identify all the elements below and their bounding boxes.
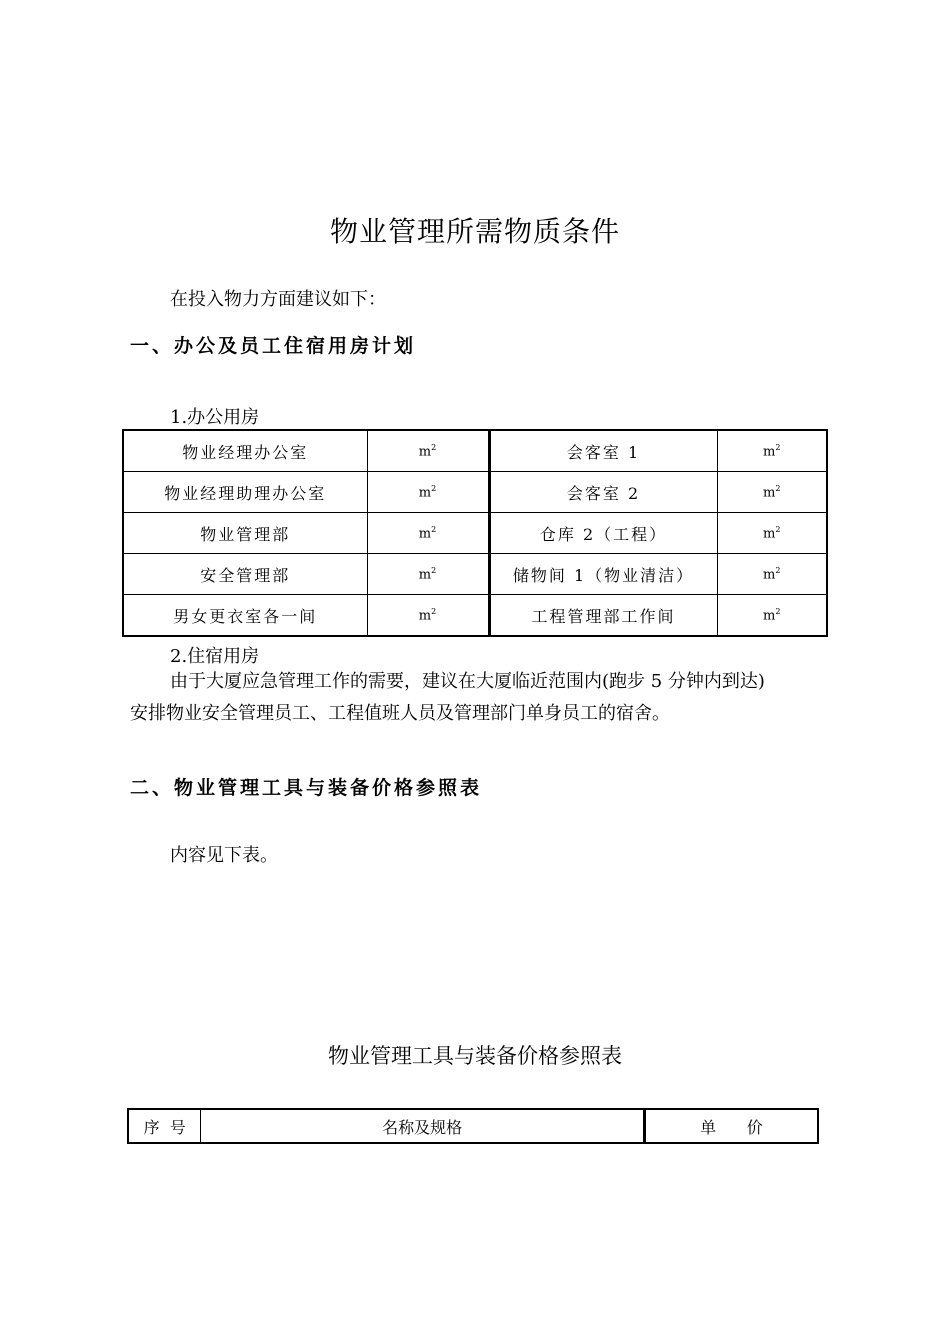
table-row — [123, 554, 827, 595]
room-name: 会客室 2 — [489, 472, 717, 513]
section2-heading: 二、物业管理工具与装备价格参照表 — [130, 777, 483, 799]
area-unit — [367, 472, 489, 513]
dorm-text-line1: 由于大厦应急管理工作的需要，建议在大厦临近范围内(跑步 5 分钟内到达) — [170, 671, 765, 692]
unit-base: m — [763, 608, 776, 624]
price-table-header-row — [128, 1109, 818, 1143]
area-unit — [717, 513, 827, 554]
unit-base: m — [418, 526, 432, 542]
unit-base: m — [418, 444, 432, 460]
room-name: 储物间 1（物业清洁） — [489, 554, 717, 595]
table-row — [123, 513, 827, 554]
unit-base: m — [418, 567, 432, 583]
unit-exponent: 2 — [775, 606, 781, 616]
area-unit — [367, 430, 489, 472]
price-table-title: 物业管理工具与装备价格参照表 — [328, 1044, 622, 1068]
column-header-price: 单 价 — [644, 1109, 818, 1143]
room-name: 物业经理办公室 — [123, 430, 367, 472]
room-name: 会客室 1 — [489, 430, 717, 472]
area-unit — [717, 595, 827, 637]
dorm-label: 2.住宿用房 — [170, 646, 260, 667]
price-table — [127, 1108, 819, 1144]
unit-base: m — [763, 444, 776, 460]
unit-exponent: 2 — [775, 483, 781, 493]
unit-exponent: 2 — [431, 442, 437, 452]
unit-exponent: 2 — [775, 442, 781, 452]
room-name: 物业经理助理办公室 — [123, 472, 367, 513]
unit-base: m — [418, 608, 432, 624]
unit-exponent: 2 — [431, 483, 437, 493]
unit-exponent: 2 — [431, 524, 437, 534]
unit-exponent: 2 — [775, 524, 781, 534]
area-unit — [367, 595, 489, 637]
office-label: 1.办公用房 — [170, 407, 260, 428]
unit-exponent: 2 — [431, 565, 437, 575]
office-rooms-table — [122, 429, 828, 637]
section1-heading: 一、办公及员工住宿用房计划 — [130, 335, 417, 357]
column-header-name: 名称及规格 — [201, 1109, 644, 1143]
table-note: 内容见下表。 — [170, 845, 278, 866]
unit-base: m — [763, 567, 776, 583]
area-unit — [717, 472, 827, 513]
room-name: 物业管理部 — [123, 513, 367, 554]
unit-base: m — [763, 485, 776, 501]
unit-base: m — [763, 526, 776, 542]
intro-text: 在投入物力方面建议如下： — [170, 289, 386, 310]
area-unit — [367, 513, 489, 554]
unit-base: m — [418, 485, 432, 501]
page-title: 物业管理所需物质条件 — [329, 215, 620, 248]
room-name: 仓库 2（工程） — [489, 513, 717, 554]
unit-exponent: 2 — [431, 606, 437, 616]
table-row — [123, 595, 827, 637]
room-name: 安全管理部 — [123, 554, 367, 595]
table-row — [123, 472, 827, 513]
unit-exponent: 2 — [775, 565, 781, 575]
table-row — [123, 430, 827, 472]
room-name: 工程管理部工作间 — [489, 595, 717, 637]
column-header-index: 序 号 — [128, 1109, 201, 1143]
area-unit — [367, 554, 489, 595]
room-name: 男女更衣室各一间 — [123, 595, 367, 637]
area-unit — [717, 554, 827, 595]
area-unit — [717, 430, 827, 472]
dorm-text-line2: 安排物业安全管理员工、工程值班人员及管理部门单身员工的宿舍。 — [130, 703, 670, 724]
